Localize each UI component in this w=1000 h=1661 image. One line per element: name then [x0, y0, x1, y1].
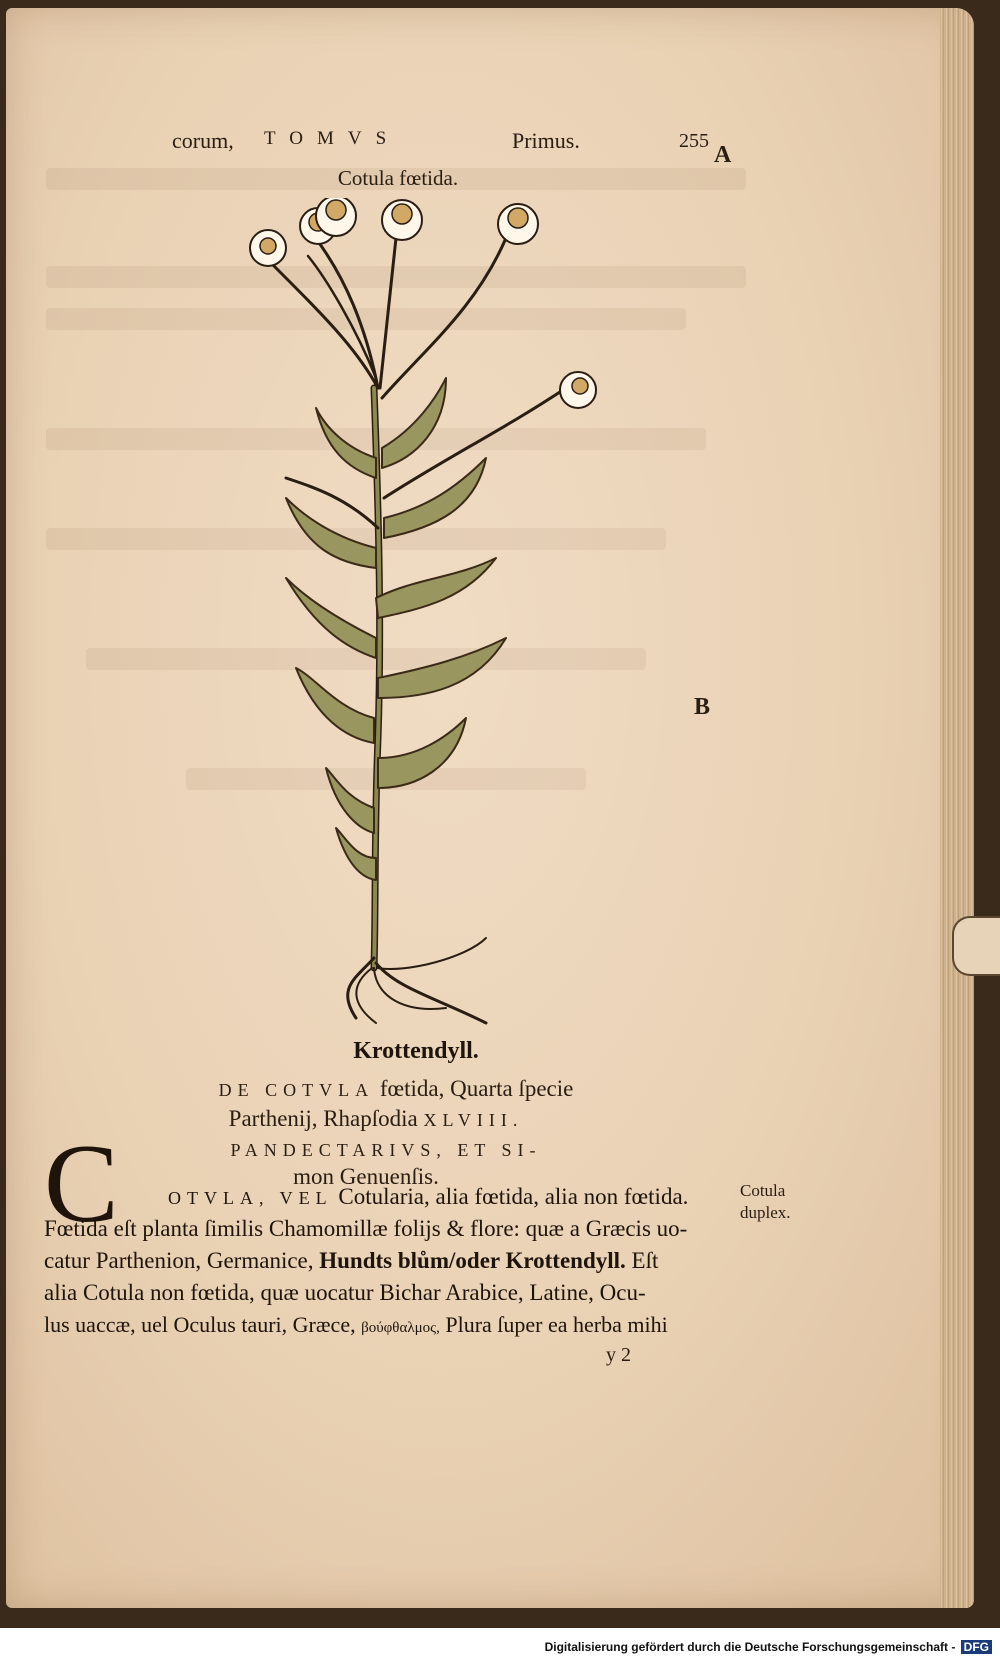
clasp-tab [952, 916, 1000, 976]
branch [308, 256, 376, 378]
leaf [296, 668, 374, 743]
branch [382, 238, 506, 398]
leaf [326, 768, 374, 833]
book-page [6, 8, 974, 1608]
leaf [382, 378, 446, 468]
heading-line-3 [6, 1136, 776, 1162]
leaf [384, 458, 486, 538]
leaf [336, 828, 376, 880]
flower [382, 200, 422, 240]
leaf [286, 578, 376, 658]
footer-text: Digitalisierung gefördert durch die Deutsche Forschungsgemeinschaft - [544, 1640, 956, 1654]
margin-letter-a: A [714, 142, 732, 168]
margin-note-line: duplex. [740, 1203, 791, 1222]
body-text: catur Parthenion, Germanice, [44, 1248, 314, 1273]
heading-line-1 [6, 1076, 786, 1102]
leaf [286, 498, 376, 568]
running-head-left: corum, [172, 128, 234, 153]
plant-woodcut-illustration [206, 198, 646, 1028]
body-line-1 [168, 1184, 688, 1210]
plant-caption: Krottendyll. [353, 1038, 479, 1064]
heading-line-2 [6, 1106, 766, 1132]
running-head-right: Primus. [512, 128, 580, 153]
body-caps: OTVLA, VEL [168, 1188, 333, 1208]
page-number: 255 [679, 130, 709, 152]
margin-note [740, 1180, 791, 1224]
margin-letter-b: B [694, 694, 711, 720]
heading-caps: PANDECTARIVS, ET SI- [230, 1140, 542, 1160]
branch [380, 238, 396, 388]
catchword: y 2 [606, 1344, 631, 1366]
body-text: Eſt [631, 1248, 659, 1273]
body-line-3 [44, 1248, 658, 1274]
body-line-5 [44, 1312, 668, 1338]
heading-text: mon Genuenſis. [293, 1164, 439, 1189]
root [378, 938, 486, 969]
body-text: lus uaccæ, uel Oculus tauri, Græce, [44, 1312, 356, 1337]
heading-text: Parthenij, Rhapſodia [228, 1106, 418, 1131]
body-line-2: Fœtida eſt planta ſimilis Chamomillæ folijs & flore: quæ a Græcis uo- [44, 1216, 688, 1241]
flower [250, 230, 286, 266]
dfg-logo: DFG [961, 1640, 992, 1654]
root [356, 968, 376, 1023]
flower [560, 372, 596, 408]
page-edge [940, 8, 974, 1608]
heading-text: fœtida, Quarta ſpecie [379, 1076, 574, 1101]
body-text: Cotularia, alia fœtida, alia non fœtida. [338, 1184, 689, 1209]
leaf [376, 558, 496, 618]
heading-caps: DE COTVLA [218, 1080, 375, 1100]
drop-cap: C [44, 1122, 119, 1246]
heading-caps: XLVIII. [423, 1110, 524, 1130]
body-blackletter: Hundts blům/oder Krottendyll. [319, 1248, 626, 1273]
flower [498, 204, 538, 244]
branch [314, 236, 378, 388]
body-text: Plura ſuper ea herba mihi [445, 1312, 668, 1337]
margin-note-line: Cotula [740, 1181, 786, 1200]
leaf [378, 718, 466, 788]
plant-title: Cotula fœtida. [337, 166, 459, 190]
footer-credit [545, 1640, 992, 1654]
running-head-center: TOMVS [264, 128, 401, 149]
leaf [316, 408, 376, 478]
flower [316, 198, 356, 236]
body-line-4: alia Cotula non fœtida, quæ uocatur Bichar Arabice, Latine, Ocu- [44, 1280, 646, 1305]
root [376, 963, 486, 1023]
leaf [378, 638, 506, 698]
body-greek: βούφθαλμος, [361, 1320, 440, 1336]
